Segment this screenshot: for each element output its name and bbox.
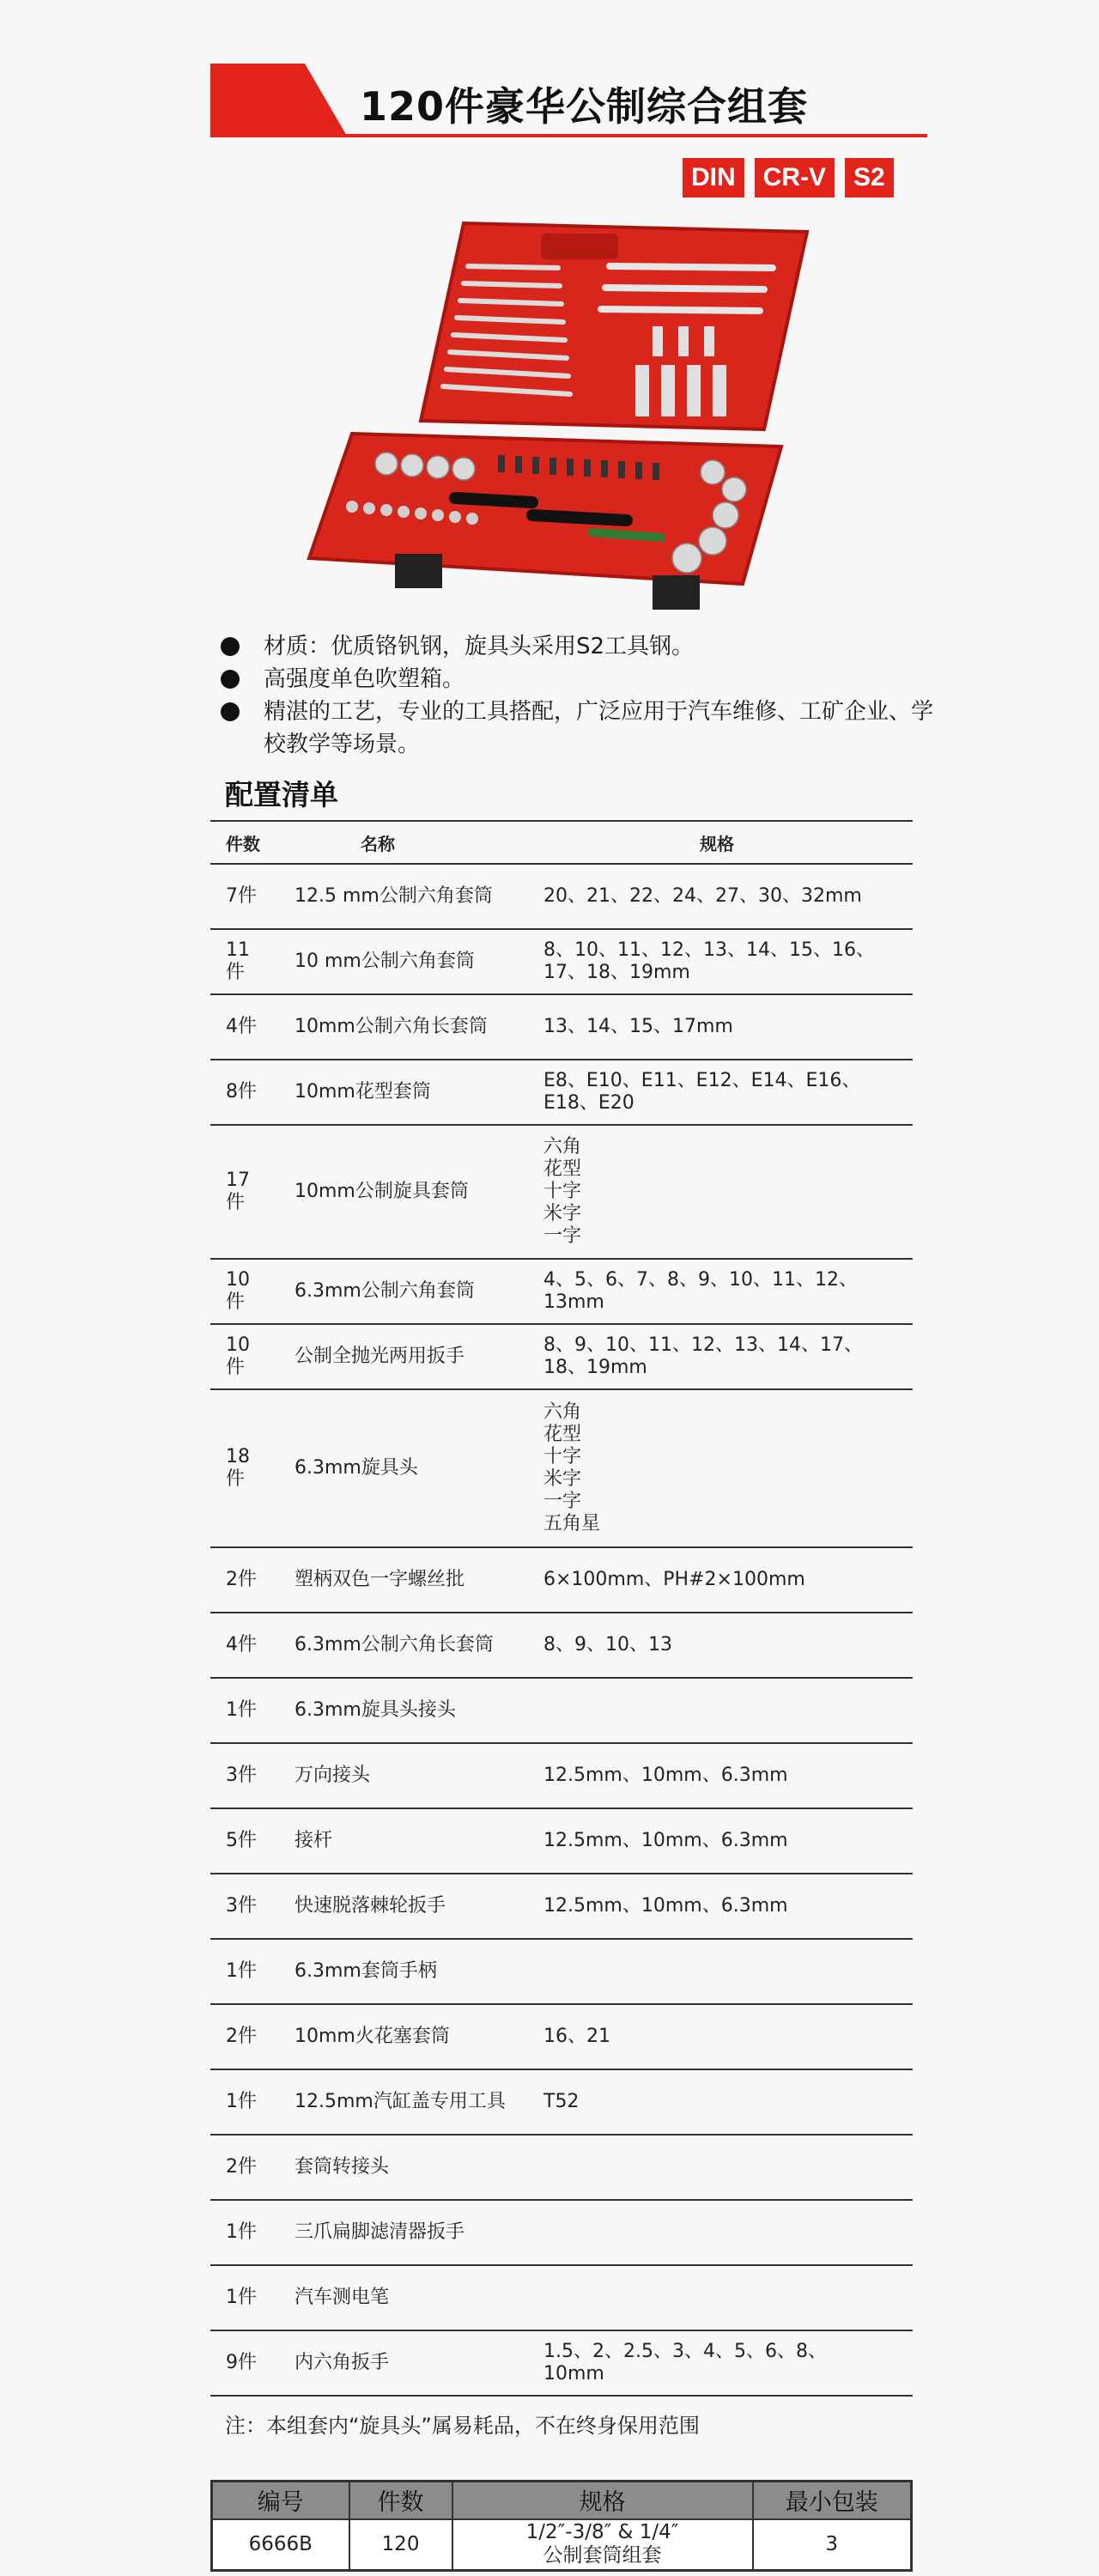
feature-text: 高强度单色吹塑箱。 <box>264 666 465 692</box>
config-qty: 10件 <box>210 1259 279 1324</box>
config-name: 10mm公制旋具套筒 <box>279 1125 528 1259</box>
config-row <box>210 1547 913 1613</box>
config-name: 6.3mm旋具头 <box>279 1389 528 1547</box>
config-row <box>210 1808 913 1874</box>
standard-badges <box>683 158 894 197</box>
config-row <box>210 994 913 1060</box>
config-qty: 9件 <box>210 2330 279 2396</box>
product-image <box>249 215 850 618</box>
config-qty: 8件 <box>210 1060 279 1125</box>
config-row <box>210 1060 913 1125</box>
config-spec: T52 <box>528 2069 913 2135</box>
feature-item <box>219 696 940 761</box>
config-qty: 18件 <box>210 1389 279 1547</box>
model-spec: 1/2″-3/8″ & 1/4″ 公制套筒组套 <box>452 2519 753 2571</box>
header-name: 名称 <box>279 821 528 864</box>
config-spec: 4、5、6、7、8、9、10、11、12、 13mm <box>528 1259 913 1324</box>
header-qty: 件数 <box>210 821 279 864</box>
bullet-icon <box>221 670 240 689</box>
config-spec: 8、9、10、13 <box>528 1613 913 1678</box>
config-spec: 8、9、10、11、12、13、14、17、 18、19mm <box>528 1324 913 1389</box>
config-table <box>210 820 913 2397</box>
config-row <box>210 1389 913 1547</box>
model-pieces: 120 <box>349 2519 452 2571</box>
config-qty: 1件 <box>210 2069 279 2135</box>
config-name: 6.3mm旋具头接头 <box>279 1678 528 1743</box>
config-row <box>210 2069 913 2135</box>
config-qty: 17件 <box>210 1125 279 1259</box>
config-name: 万向接头 <box>279 1743 528 1808</box>
config-qty: 1件 <box>210 1678 279 1743</box>
config-name: 塑柄双色一字螺丝批 <box>279 1547 528 1613</box>
feature-item <box>219 630 940 663</box>
config-qty: 5件 <box>210 1808 279 1874</box>
config-qty: 4件 <box>210 994 279 1060</box>
feature-text: 材质：优质铬钒钢，旋具头采用S2工具钢。 <box>264 634 695 659</box>
config-spec: 20、21、22、24、27、30、32mm <box>528 864 913 929</box>
config-name: 三爪扁脚滤清器扳手 <box>279 2200 528 2265</box>
config-name: 内六角扳手 <box>279 2330 528 2396</box>
config-spec: 六角 花型 十字 米字 一字 <box>528 1125 913 1259</box>
config-spec: 12.5mm、10mm、6.3mm <box>528 1874 913 1939</box>
badge-s2: S2 <box>845 158 894 197</box>
model-header-row <box>212 2482 912 2519</box>
config-qty: 2件 <box>210 2004 279 2069</box>
feature-list <box>219 630 940 761</box>
config-name: 快速脱落棘轮扳手 <box>279 1874 528 1939</box>
config-row <box>210 1125 913 1259</box>
config-row <box>210 1874 913 1939</box>
config-name: 6.3mm公制六角长套筒 <box>279 1613 528 1678</box>
config-spec: E8、E10、E11、E12、E14、E16、 E18、E20 <box>528 1060 913 1125</box>
config-row <box>210 1939 913 2004</box>
feature-item <box>219 663 940 696</box>
config-row <box>210 1743 913 1808</box>
config-spec: 1.5、2、2.5、3、4、5、6、8、 10mm <box>528 2330 913 2396</box>
page-title: 120件豪华公制综合组套 <box>360 83 809 130</box>
model-row <box>212 2519 912 2571</box>
config-spec <box>528 1939 913 2004</box>
config-spec: 16、21 <box>528 2004 913 2069</box>
config-qty: 3件 <box>210 1743 279 1808</box>
banner-underline <box>339 134 927 137</box>
model-header-pieces: 件数 <box>349 2482 452 2519</box>
config-qty: 2件 <box>210 1547 279 1613</box>
config-qty: 1件 <box>210 2200 279 2265</box>
config-row <box>210 929 913 994</box>
config-name: 套筒转接头 <box>279 2135 528 2200</box>
config-header-row <box>210 821 913 864</box>
badge-crv: CR-V <box>755 158 835 197</box>
config-qty: 3件 <box>210 1874 279 1939</box>
config-name: 6.3mm公制六角套筒 <box>279 1259 528 1324</box>
config-name: 公制全抛光两用扳手 <box>279 1324 528 1389</box>
model-table <box>210 2480 913 2572</box>
config-row <box>210 1259 913 1324</box>
config-name: 10mm火花塞套筒 <box>279 2004 528 2069</box>
bullet-icon <box>221 702 240 721</box>
config-qty: 4件 <box>210 1613 279 1678</box>
config-section-title: 配置清单 <box>225 778 338 811</box>
config-row <box>210 2004 913 2069</box>
note-text: 注：本组套内“旋具头”属易耗品，不在终身保用范围 <box>225 2414 700 2438</box>
config-row <box>210 864 913 929</box>
banner-red-block <box>210 64 348 137</box>
bullet-icon <box>221 637 240 656</box>
title-banner <box>210 64 927 137</box>
config-row <box>210 2265 913 2330</box>
config-qty: 7件 <box>210 864 279 929</box>
badge-din: DIN <box>683 158 744 197</box>
config-spec: 12.5mm、10mm、6.3mm <box>528 1808 913 1874</box>
model-pack: 3 <box>753 2519 912 2571</box>
config-row <box>210 1678 913 1743</box>
config-qty: 1件 <box>210 1939 279 2004</box>
config-name: 10 mm公制六角套筒 <box>279 929 528 994</box>
config-name: 12.5mm汽缸盖专用工具 <box>279 2069 528 2135</box>
config-name: 10mm花型套筒 <box>279 1060 528 1125</box>
config-row <box>210 1613 913 1678</box>
config-qty: 11件 <box>210 929 279 994</box>
feature-text: 精湛的工艺，专业的工具搭配，广泛应用于汽车维修、工矿企业、学校教学等场景。 <box>264 699 934 757</box>
config-name: 接杆 <box>279 1808 528 1874</box>
model-header-pack: 最小包装 <box>753 2482 912 2519</box>
config-qty: 2件 <box>210 2135 279 2200</box>
model-header-code: 编号 <box>212 2482 349 2519</box>
config-name: 汽车测电笔 <box>279 2265 528 2330</box>
config-spec: 6×100mm、PH#2×100mm <box>528 1547 913 1613</box>
config-row <box>210 2135 913 2200</box>
config-spec: 12.5mm、10mm、6.3mm <box>528 1743 913 1808</box>
header-spec: 规格 <box>528 821 913 864</box>
config-spec <box>528 2200 913 2265</box>
config-qty: 1件 <box>210 2265 279 2330</box>
model-code: 6666B <box>212 2519 349 2571</box>
config-qty: 10件 <box>210 1324 279 1389</box>
config-spec: 8、10、11、12、13、14、15、16、 17、18、19mm <box>528 929 913 994</box>
config-spec: 13、14、15、17mm <box>528 994 913 1060</box>
config-row <box>210 1324 913 1389</box>
config-spec <box>528 2265 913 2330</box>
config-row <box>210 2200 913 2265</box>
config-spec <box>528 2135 913 2200</box>
model-header-spec: 规格 <box>452 2482 753 2519</box>
config-spec: 六角 花型 十字 米字 一字 五角星 <box>528 1389 913 1547</box>
config-row <box>210 2330 913 2396</box>
config-name: 12.5 mm公制六角套筒 <box>279 864 528 929</box>
config-spec <box>528 1678 913 1743</box>
config-name: 6.3mm套筒手柄 <box>279 1939 528 2004</box>
config-name: 10mm公制六角长套筒 <box>279 994 528 1060</box>
